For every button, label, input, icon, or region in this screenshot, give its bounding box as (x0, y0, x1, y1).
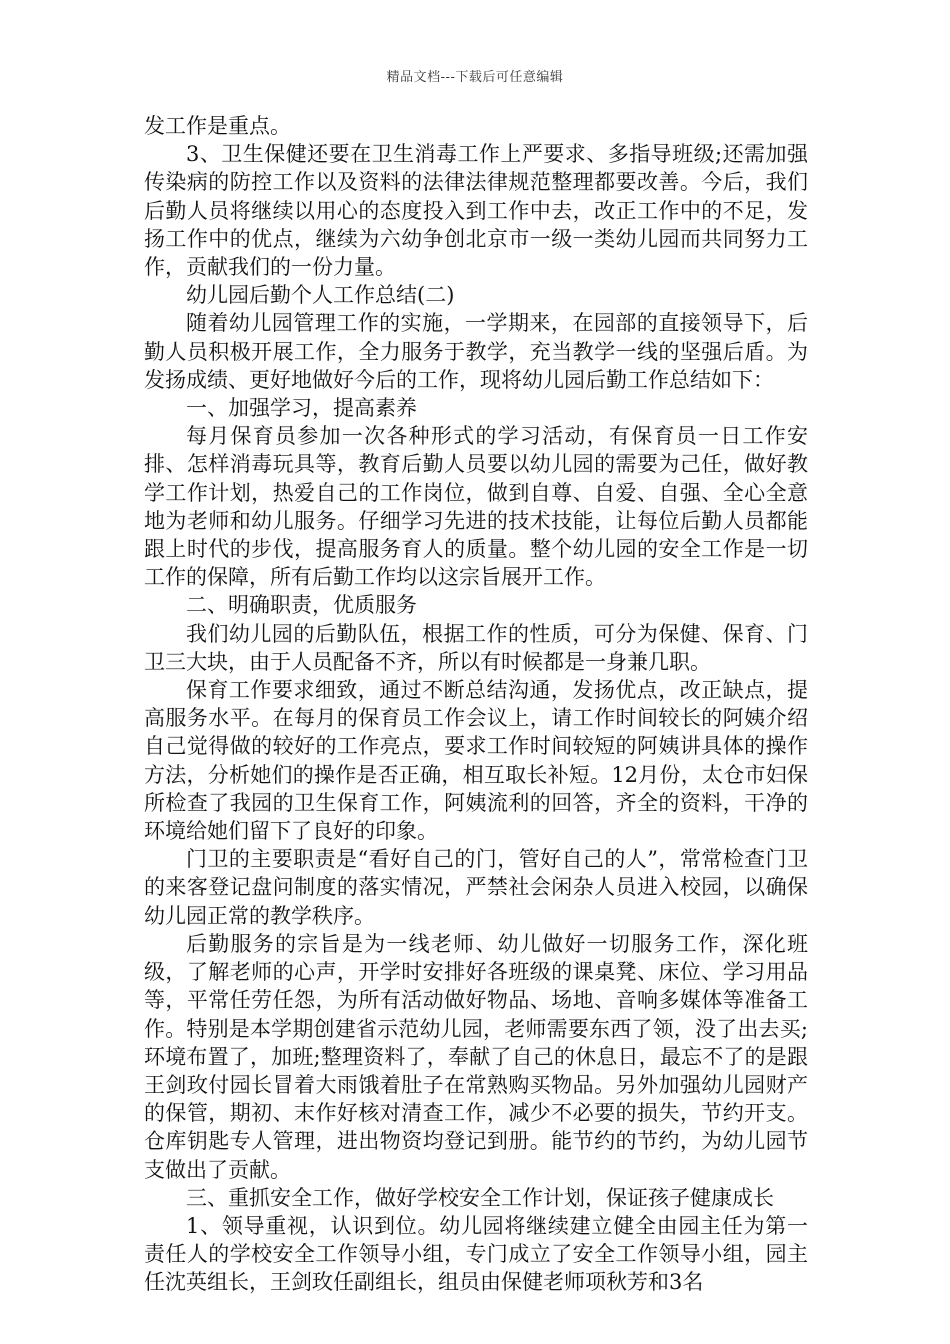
paragraph-service: 后勤服务的宗旨是为一线老师、幼儿做好一切服务工作，深化班级，了解老师的心声，开学时安排好各班级的课桌凳、床位、学习用品等，平常任劳任怨，为所有活动做好物品、场地、音响多媒体等准备工作。特别是本学期创建省示范幼儿园，老师需要东西了领，没了出去买;环境布置了，加班;整理资料了，奉献了自己的休息日，最忘不了的是跟王剑玫付园长冒着大雨饿着肚子在常熟购买物品。另外加强幼儿园财产的保管，期初、末作好核对清查工作，减少不必要的损失，节约开支。仓库钥匙专人管理，进出物资均登记到册。能节约的节约，为幼儿园节支做出了贡献。 (144, 931, 808, 1182)
paragraph-guard: 门卫的主要职责是“看好自己的门，管好自己的人”，常常检查门卫的来客登记盘问制度的落实情况，严禁社会闲杂人员进入校园，以确保幼儿园正常的教学秩序。 (144, 847, 808, 928)
paragraph-2: 3、卫生保健还要在卫生消毒工作上严要求、多指导班级;还需加强传染病的防控工作以及资料的法律法律规范整理都要改善。今后，我们后勤人员将继续以用心的态度投入到工作中去，改正工作中的不足，发扬工作中的优点，继续为六幼争创北京市一级一类幼儿园而共同努力工作，贡献我们的一份力量。 (144, 142, 808, 280)
paragraph-intro: 随着幼儿园管理工作的实施，一学期来，在园部的直接领导下，后勤人员积极开展工作，全力服务于教学，充当教学一线的坚强后盾。为发扬成绩、更好地做好今后的工作，现将幼儿园后勤工作总结如下： (144, 311, 808, 392)
heading-3: 三、重抓安全工作，做好学校安全工作计划，保证孩子健康成长 (186, 1185, 774, 1210)
paragraph-care: 保育工作要求细致，通过不断总结沟通，发扬优点，改正缺点，提高服务水平。在每月的保育员工作会议上，请工作时间较长的阿姨介绍自己觉得做的较好的工作亮点，要求工作时间较短的阿姨讲具体的操作方法，分析她们的操作是否正确，相互取长补短。12月份，太仓市妇保所检查了我园的卫生保育工作，阿姨流利的回答，齐全的资料，干净的环境给她们留下了良好的印象。 (144, 678, 808, 844)
page-header: 精品文档---下载后可任意编辑 (386, 70, 564, 85)
heading-2: 二、明确职责，优质服务 (186, 593, 417, 618)
section-title: 幼儿园后勤个人工作总结(二) (186, 283, 455, 308)
paragraph-study: 每月保育员参加一次各种形式的学习活动，有保育员一日工作安排、怎样消毒玩具等，教育后勤人员要以幼儿园的需要为己任，做好教学工作计划，热爱自己的工作岗位，做到自尊、自爱、自强、全心全意地为老师和幼儿服务。仔细学习先进的技术技能，让每位后勤人员都能跟上时代的步伐，提高服务育人的质量。整个幼儿园的安全工作是一切工作的保障，所有后勤工作均以这宗旨展开工作。 (144, 424, 808, 590)
paragraph-safety: 1、领导重视，认识到位。幼儿园将继续建立健全由园主任为第一责任人的学校安全工作领导小组，专门成立了安全工作领导小组，园主任沈英组长，王剑玫任副组长，组员由保健老师项秋芳和3名 (144, 1213, 808, 1295)
document-body (144, 112, 808, 1297)
heading-1: 一、加强学习，提高素养 (186, 396, 417, 421)
paragraph-team: 我们幼儿园的后勤队伍，根据工作的性质，可分为保健、保育、门卫三大块，由于人员配备不齐，所以有时候都是一身兼几职。 (144, 621, 808, 674)
paragraph-1: 发工作是重点。 (144, 114, 291, 138)
